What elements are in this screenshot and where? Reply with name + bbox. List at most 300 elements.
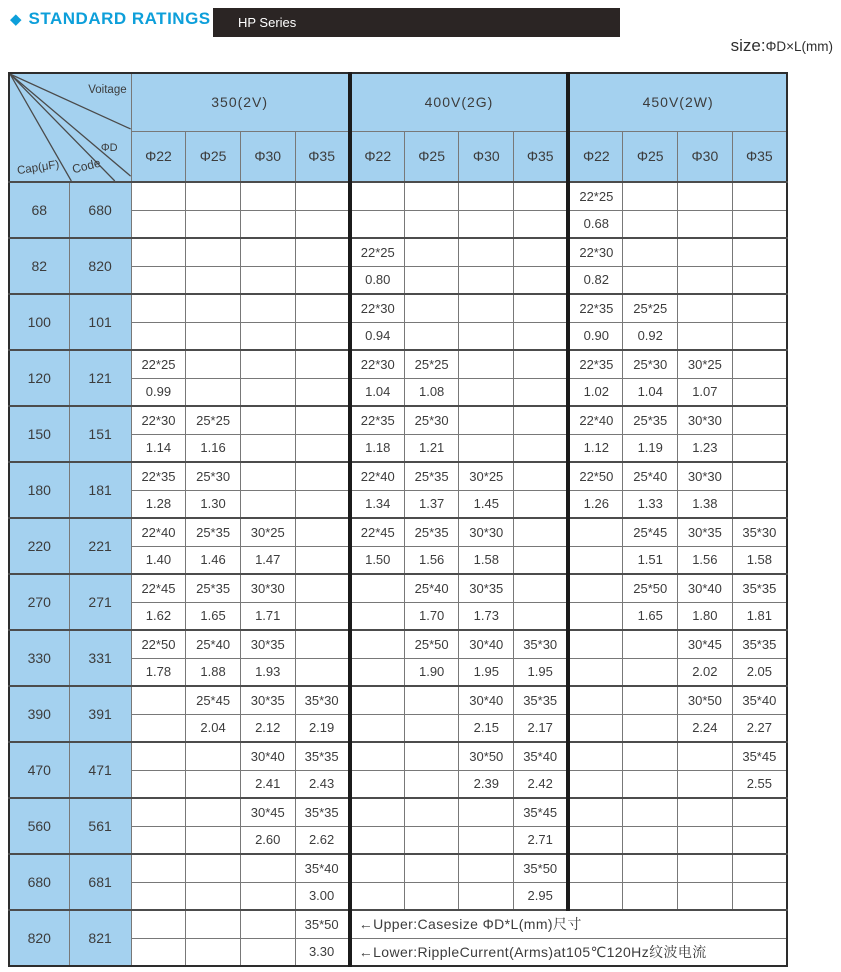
ripple-current-cell	[514, 378, 569, 406]
ripple-current-cell	[350, 770, 405, 798]
ripple-current-cell	[732, 826, 787, 854]
diameter-header: Φ25	[404, 131, 459, 182]
ripple-current-cell: 1.45	[459, 490, 514, 518]
series-label: HP Series	[238, 15, 297, 30]
case-size-cell: 25*50	[404, 630, 459, 658]
case-size-cell	[459, 406, 514, 434]
ripple-current-cell	[459, 882, 514, 910]
case-size-cell	[350, 686, 405, 714]
case-size-cell: 22*40	[568, 406, 623, 434]
ripple-current-cell	[350, 826, 405, 854]
case-size-cell	[295, 406, 350, 434]
ripple-current-cell	[678, 322, 733, 350]
case-size-cell	[459, 350, 514, 378]
ripple-current-cell	[514, 210, 569, 238]
case-size-cell	[295, 350, 350, 378]
ripple-current-cell: 2.04	[186, 714, 241, 742]
ripple-current-cell: 1.30	[186, 490, 241, 518]
ripple-current-cell: 2.42	[514, 770, 569, 798]
case-size-cell	[240, 350, 295, 378]
ripple-current-cell	[623, 882, 678, 910]
cap-cell: 330	[9, 630, 69, 686]
case-size-cell: 35*40	[295, 854, 350, 882]
case-size-cell	[732, 854, 787, 882]
size-note	[731, 36, 833, 56]
table-row-size	[9, 238, 787, 266]
ripple-current-cell	[732, 210, 787, 238]
ripple-current-cell	[295, 546, 350, 574]
ripple-current-cell	[678, 266, 733, 294]
ripple-current-cell	[240, 322, 295, 350]
corner-label-voltage: Voitage	[88, 84, 127, 96]
ripple-current-cell	[514, 602, 569, 630]
case-size-cell: 35*45	[732, 742, 787, 770]
cap-cell: 150	[9, 406, 69, 462]
case-size-cell: 30*45	[678, 630, 733, 658]
ripple-current-cell	[186, 210, 241, 238]
case-size-cell: 35*35	[295, 798, 350, 826]
case-size-cell	[240, 910, 295, 938]
cap-cell: 180	[9, 462, 69, 518]
case-size-cell	[131, 294, 186, 322]
case-size-cell	[131, 854, 186, 882]
cap-cell: 820	[9, 910, 69, 966]
ripple-current-cell	[186, 826, 241, 854]
ripple-current-cell	[678, 770, 733, 798]
case-size-cell	[350, 742, 405, 770]
diameter-header: Φ25	[186, 131, 241, 182]
case-size-cell	[514, 574, 569, 602]
ripple-current-cell	[514, 434, 569, 462]
ripple-current-cell	[459, 434, 514, 462]
case-size-cell: 35*45	[514, 798, 569, 826]
case-size-cell	[186, 350, 241, 378]
ripple-current-cell	[404, 882, 459, 910]
ripple-current-cell	[240, 490, 295, 518]
ripple-current-cell: 1.04	[623, 378, 678, 406]
ripple-current-cell	[131, 322, 186, 350]
cap-cell: 270	[9, 574, 69, 630]
ripple-current-cell	[623, 658, 678, 686]
ripple-current-cell	[623, 266, 678, 294]
case-size-cell	[350, 182, 405, 210]
case-size-cell	[623, 798, 678, 826]
ripple-current-cell: 1.07	[678, 378, 733, 406]
code-cell: 101	[69, 294, 131, 350]
case-size-cell: 35*30	[295, 686, 350, 714]
case-size-cell	[568, 686, 623, 714]
note-lower: ←Lower:RippleCurrent(Arms)at105℃120Hz纹波电流	[350, 938, 787, 966]
case-size-cell: 25*35	[186, 518, 241, 546]
ripple-current-cell: 1.21	[404, 434, 459, 462]
case-size-cell: 35*40	[732, 686, 787, 714]
ripple-current-cell: 2.24	[678, 714, 733, 742]
voltage-group-header-400: 400V(2G)	[350, 73, 569, 131]
case-size-cell	[568, 854, 623, 882]
code-cell: 820	[69, 238, 131, 294]
case-size-cell	[678, 798, 733, 826]
case-size-cell	[459, 294, 514, 322]
diameter-header: Φ35	[514, 131, 569, 182]
ripple-current-cell: 1.90	[404, 658, 459, 686]
case-size-cell	[459, 182, 514, 210]
case-size-cell	[186, 182, 241, 210]
ripple-current-cell	[131, 714, 186, 742]
case-size-cell	[186, 798, 241, 826]
case-size-cell: 30*25	[678, 350, 733, 378]
case-size-cell: 25*25	[404, 350, 459, 378]
ripple-current-cell: 2.41	[240, 770, 295, 798]
case-size-cell: 25*30	[404, 406, 459, 434]
case-size-cell: 30*30	[678, 406, 733, 434]
series-bar	[213, 8, 620, 37]
cap-cell: 68	[9, 182, 69, 238]
case-size-cell: 30*40	[678, 574, 733, 602]
diamond-bullet-icon: ◆	[10, 11, 22, 28]
cap-cell: 120	[9, 350, 69, 406]
code-cell: 681	[69, 854, 131, 910]
ripple-current-cell	[240, 210, 295, 238]
case-size-cell	[295, 294, 350, 322]
ripple-current-cell: 1.04	[350, 378, 405, 406]
case-size-cell: 22*50	[131, 630, 186, 658]
ripple-current-cell	[459, 378, 514, 406]
ripple-current-cell: 1.02	[568, 378, 623, 406]
ripple-current-cell: 1.33	[623, 490, 678, 518]
ripple-current-cell	[459, 322, 514, 350]
case-size-cell	[131, 742, 186, 770]
case-size-cell	[623, 238, 678, 266]
ripple-current-cell	[240, 378, 295, 406]
case-size-cell	[186, 910, 241, 938]
case-size-cell	[131, 798, 186, 826]
ripple-current-cell: 1.37	[404, 490, 459, 518]
table-row-size	[9, 350, 787, 378]
case-size-cell: 30*35	[240, 686, 295, 714]
case-size-cell: 22*30	[350, 350, 405, 378]
case-size-cell: 22*30	[350, 294, 405, 322]
ripple-current-cell: 1.50	[350, 546, 405, 574]
diameter-header: Φ30	[459, 131, 514, 182]
ripple-current-cell	[568, 826, 623, 854]
case-size-cell	[623, 854, 678, 882]
ripple-current-cell	[623, 210, 678, 238]
ratings-table	[8, 72, 788, 967]
ripple-current-cell	[240, 434, 295, 462]
case-size-cell: 22*35	[350, 406, 405, 434]
case-size-cell	[623, 686, 678, 714]
ripple-current-cell	[514, 322, 569, 350]
ripple-current-cell	[678, 210, 733, 238]
ripple-current-cell	[568, 658, 623, 686]
ripple-current-cell	[131, 826, 186, 854]
diameter-header: Φ35	[295, 131, 350, 182]
ripple-current-cell	[568, 770, 623, 798]
ripple-current-cell	[568, 882, 623, 910]
corner-label-cap: Cap(μF)	[16, 158, 61, 178]
case-size-cell: 25*30	[623, 350, 678, 378]
case-size-cell	[404, 742, 459, 770]
ripple-current-cell: 1.93	[240, 658, 295, 686]
ripple-current-cell: 2.71	[514, 826, 569, 854]
case-size-cell	[350, 854, 405, 882]
case-size-cell: 22*45	[350, 518, 405, 546]
ripple-current-cell: 1.58	[732, 546, 787, 574]
case-size-cell: 30*45	[240, 798, 295, 826]
case-size-cell: 25*45	[623, 518, 678, 546]
code-cell: 391	[69, 686, 131, 742]
ripple-current-cell	[514, 546, 569, 574]
case-size-cell: 22*25	[350, 238, 405, 266]
ripple-current-cell: 2.62	[295, 826, 350, 854]
cap-cell: 220	[9, 518, 69, 574]
code-cell: 151	[69, 406, 131, 462]
case-size-cell	[295, 518, 350, 546]
cap-cell: 100	[9, 294, 69, 350]
voltage-group-header-350: 350(2V)	[131, 73, 350, 131]
ripple-current-cell: 3.00	[295, 882, 350, 910]
table-row-size	[9, 574, 787, 602]
case-size-cell: 22*25	[131, 350, 186, 378]
code-cell: 221	[69, 518, 131, 574]
case-size-cell	[459, 798, 514, 826]
case-size-cell	[514, 238, 569, 266]
ripple-current-cell	[732, 882, 787, 910]
ripple-current-cell	[732, 266, 787, 294]
corner-header-cell	[9, 73, 131, 182]
case-size-cell: 35*50	[295, 910, 350, 938]
case-size-cell	[514, 462, 569, 490]
case-size-cell	[623, 182, 678, 210]
voltage-group-header-450: 450V(2W)	[568, 73, 787, 131]
case-size-cell	[568, 742, 623, 770]
table-row-size	[9, 854, 787, 882]
ripple-current-cell: 2.17	[514, 714, 569, 742]
ripple-current-cell: 1.62	[131, 602, 186, 630]
note-upper: ←Upper:Casesize ΦD*L(mm)尺寸	[350, 910, 787, 938]
ripple-current-cell: 0.90	[568, 322, 623, 350]
ripple-current-cell: 1.81	[732, 602, 787, 630]
cap-cell: 470	[9, 742, 69, 798]
ripple-current-cell	[240, 938, 295, 966]
ripple-current-cell: 1.08	[404, 378, 459, 406]
diameter-header: Φ30	[240, 131, 295, 182]
case-size-cell: 30*35	[459, 574, 514, 602]
ripple-current-cell: 1.56	[678, 546, 733, 574]
ripple-current-cell: 2.39	[459, 770, 514, 798]
ripple-current-cell	[240, 882, 295, 910]
case-size-cell	[404, 238, 459, 266]
case-size-cell: 25*50	[623, 574, 678, 602]
ripple-current-cell: 2.95	[514, 882, 569, 910]
case-size-cell: 30*35	[240, 630, 295, 658]
ripple-current-cell	[350, 714, 405, 742]
case-size-cell	[678, 294, 733, 322]
ripple-current-cell: 1.70	[404, 602, 459, 630]
ripple-current-cell: 1.51	[623, 546, 678, 574]
case-size-cell: 22*35	[568, 350, 623, 378]
ripple-current-cell: 3.30	[295, 938, 350, 966]
ripple-current-cell	[131, 210, 186, 238]
case-size-cell	[240, 854, 295, 882]
ripple-current-cell: 2.05	[732, 658, 787, 686]
ripple-current-cell: 1.14	[131, 434, 186, 462]
diameter-header: Φ22	[131, 131, 186, 182]
ripple-current-cell	[404, 770, 459, 798]
ripple-current-cell	[568, 714, 623, 742]
ripple-current-cell	[131, 770, 186, 798]
cap-cell: 680	[9, 854, 69, 910]
case-size-cell: 25*35	[186, 574, 241, 602]
case-size-cell	[350, 798, 405, 826]
ripple-current-cell	[404, 714, 459, 742]
ripple-current-cell	[459, 210, 514, 238]
table-row-size	[9, 182, 787, 210]
case-size-cell: 35*35	[514, 686, 569, 714]
code-cell: 561	[69, 798, 131, 854]
ripple-current-cell: 0.94	[350, 322, 405, 350]
case-size-cell: 22*40	[350, 462, 405, 490]
table-row-size	[9, 406, 787, 434]
case-size-cell	[568, 518, 623, 546]
case-size-cell	[459, 238, 514, 266]
corner-label-diameter: ΦD	[100, 142, 118, 154]
ripple-current-cell: 1.78	[131, 658, 186, 686]
case-size-cell: 30*25	[459, 462, 514, 490]
case-size-cell	[350, 574, 405, 602]
ripple-current-cell	[131, 882, 186, 910]
ripple-current-cell: 1.34	[350, 490, 405, 518]
ripple-current-cell: 1.46	[186, 546, 241, 574]
case-size-cell	[295, 630, 350, 658]
case-size-cell	[186, 854, 241, 882]
ripple-current-cell	[186, 378, 241, 406]
case-size-cell	[131, 182, 186, 210]
ripple-current-cell: 1.95	[514, 658, 569, 686]
diameter-header: Φ25	[623, 131, 678, 182]
ripple-current-cell: 2.43	[295, 770, 350, 798]
ripple-current-cell: 2.19	[295, 714, 350, 742]
ripple-current-cell	[295, 658, 350, 686]
code-cell: 680	[69, 182, 131, 238]
table-row-size	[9, 686, 787, 714]
case-size-cell	[732, 182, 787, 210]
code-cell: 121	[69, 350, 131, 406]
case-size-cell: 25*35	[404, 518, 459, 546]
ripple-current-cell: 1.18	[350, 434, 405, 462]
ripple-current-cell: 1.12	[568, 434, 623, 462]
size-note-prefix: size:	[730, 36, 766, 55]
case-size-cell: 22*25	[568, 182, 623, 210]
cap-cell: 390	[9, 686, 69, 742]
ripple-current-cell	[350, 658, 405, 686]
ripple-current-cell	[404, 266, 459, 294]
case-size-cell: 35*50	[514, 854, 569, 882]
case-size-cell	[404, 182, 459, 210]
case-size-cell	[623, 630, 678, 658]
case-size-cell	[295, 462, 350, 490]
diameter-header: Φ22	[568, 131, 623, 182]
ripple-current-cell: 1.23	[678, 434, 733, 462]
ripple-current-cell: 1.26	[568, 490, 623, 518]
ripple-current-cell: 2.12	[240, 714, 295, 742]
ripple-current-cell: 2.15	[459, 714, 514, 742]
ripple-current-cell: 1.40	[131, 546, 186, 574]
ripple-current-cell	[186, 322, 241, 350]
ripple-current-cell	[295, 602, 350, 630]
ripple-current-cell: 0.99	[131, 378, 186, 406]
case-size-cell: 30*30	[459, 518, 514, 546]
case-size-cell	[514, 406, 569, 434]
ripple-current-cell	[459, 826, 514, 854]
ripple-current-cell	[732, 434, 787, 462]
ripple-current-cell	[623, 826, 678, 854]
case-size-cell	[678, 742, 733, 770]
case-size-cell: 25*45	[186, 686, 241, 714]
case-size-cell	[186, 294, 241, 322]
ripple-current-cell	[732, 322, 787, 350]
case-size-cell: 30*30	[240, 574, 295, 602]
case-size-cell	[568, 630, 623, 658]
code-cell: 821	[69, 910, 131, 966]
ripple-current-cell	[623, 770, 678, 798]
case-size-cell	[732, 350, 787, 378]
case-size-cell	[295, 182, 350, 210]
case-size-cell	[240, 294, 295, 322]
case-size-cell: 25*35	[623, 406, 678, 434]
case-size-cell: 30*25	[240, 518, 295, 546]
case-size-cell	[514, 350, 569, 378]
case-size-cell	[186, 742, 241, 770]
case-size-cell	[678, 182, 733, 210]
case-size-cell: 30*30	[678, 462, 733, 490]
case-size-cell	[240, 406, 295, 434]
case-size-cell	[131, 238, 186, 266]
size-note-detail: ΦD×L(mm)	[765, 39, 833, 54]
ripple-current-cell	[568, 602, 623, 630]
cap-cell: 560	[9, 798, 69, 854]
table-row-size	[9, 518, 787, 546]
case-size-cell: 22*45	[131, 574, 186, 602]
ripple-current-cell: 1.95	[459, 658, 514, 686]
case-size-cell: 25*30	[186, 462, 241, 490]
case-size-cell	[186, 238, 241, 266]
ripple-current-cell: 1.16	[186, 434, 241, 462]
case-size-cell	[404, 854, 459, 882]
case-size-cell	[240, 238, 295, 266]
case-size-cell: 35*35	[295, 742, 350, 770]
ripple-current-cell: 0.68	[568, 210, 623, 238]
ripple-current-cell	[732, 378, 787, 406]
ripple-current-cell	[186, 938, 241, 966]
ripple-current-cell: 1.65	[186, 602, 241, 630]
code-cell: 471	[69, 742, 131, 798]
ripple-current-cell: 1.65	[623, 602, 678, 630]
case-size-cell	[568, 574, 623, 602]
ripple-current-cell	[459, 266, 514, 294]
table-row-size	[9, 462, 787, 490]
case-size-cell: 22*35	[131, 462, 186, 490]
case-size-cell	[295, 238, 350, 266]
cap-cell: 82	[9, 238, 69, 294]
case-size-cell: 22*30	[568, 238, 623, 266]
ripple-current-cell	[404, 826, 459, 854]
ripple-current-cell: 0.82	[568, 266, 623, 294]
table-row-size	[9, 630, 787, 658]
ripple-current-cell	[131, 938, 186, 966]
ripple-current-cell	[514, 266, 569, 294]
case-size-cell: 22*30	[131, 406, 186, 434]
